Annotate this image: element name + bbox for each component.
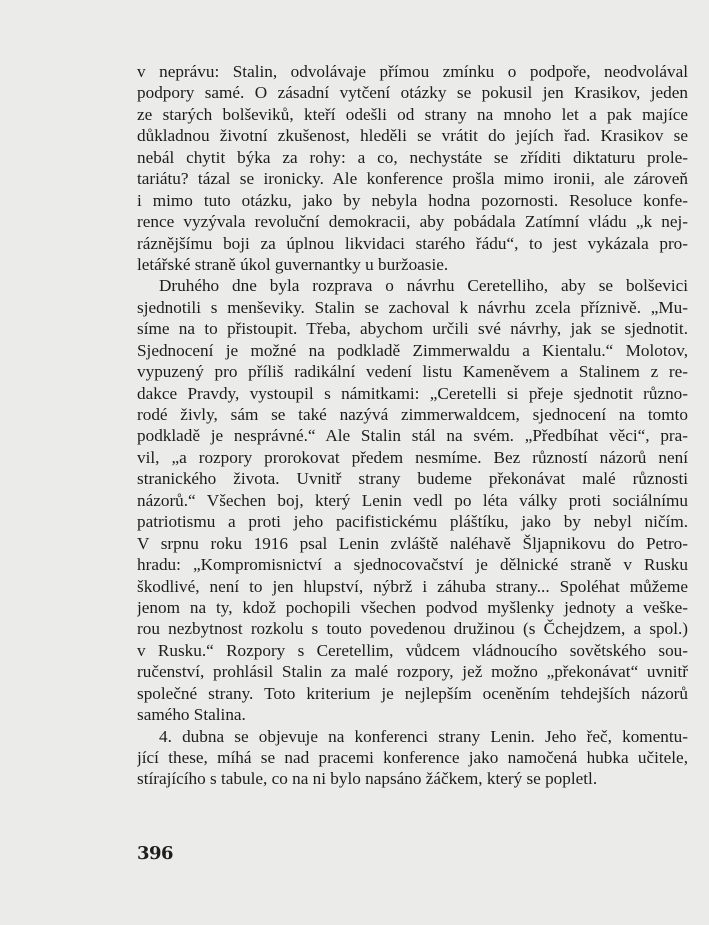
text-line: ručenství, prohlásil Stalin za malé rozpory, jež možno „překonávat“ uvnitř <box>137 662 688 682</box>
text-line: tariátu? tázal se ironicky. Ale konference prošla mimo ironii, ale zároveň <box>137 169 688 189</box>
text-line: ráznějšímu boji za úplnou likvidaci starého řádu“, to jest vykázala pro- <box>137 233 688 253</box>
text-line: patriotismu a proti jeho pacifistickému pláštíku, jako by nebyl ničím. <box>137 512 688 532</box>
text-line: jenom na ty, kdož pochopili všechen podvod myšlenky jednoty a veške- <box>137 597 688 617</box>
text-line: sjednotili s menševiky. Stalin se zachoval k návrhu zcela příznivě. „Mu- <box>137 297 688 317</box>
text-line: Sjednocení je možné na podkladě Zimmerwaldu a Kientalu.“ Molotov, <box>137 340 688 360</box>
page-number: 396 <box>137 843 174 864</box>
text-line: Druhého dne byla rozprava o návrhu Ceretelliho, aby se bolševici <box>159 276 688 296</box>
text-line: stranického života. Uvnitř strany budeme překonávat malé různosti <box>137 469 688 489</box>
text-line: názorů.“ Všechen boj, který Lenin vedl po léta války proti sociálnímu <box>137 490 688 510</box>
text-line: 4. dubna se objevuje na konferenci strany Lenin. Jeho řeč, komentu- <box>159 726 688 746</box>
text-line: V srpnu roku 1916 psal Lenin zvláště naléhavě Šljapnikovu do Petro- <box>137 533 688 553</box>
text-line: rence vyzývala revoluční demokracii, aby pobádala Zatímní vládu „k nej- <box>137 212 688 232</box>
text-line: podkladě je nesprávné.“ Ale Stalin stál na svém. „Předbíhat věci“, pra- <box>137 426 688 446</box>
text-line: jící these, míhá se nad pracemi konference jako namočená hubka učitele, <box>137 748 688 767</box>
text-line: škodlivé, není to jen hlupství, nýbrž i záhuba strany... Spoléhat můžeme <box>137 576 688 596</box>
text-line: rodé živly, sám se také nazývá zimmerwaldcem, sjednocení na tomto <box>137 405 688 424</box>
text-line: v Rusku.“ Rozpory s Ceretellim, vůdcem vládnoucího sovětského sou- <box>137 640 688 660</box>
text-line: letářské straně úkol guvernantky u buržoasie. <box>137 254 449 274</box>
text-line: samého Stalina. <box>137 705 246 725</box>
text-line: stírajícího s tabule, co na ni bylo napsáno žáčkem, který se popletl. <box>137 769 598 789</box>
body-text <box>137 61 688 790</box>
text-line: rou nezbytnost rozkolu s touto povedenou družinou (s Čchejdzem, a spol.) <box>137 619 688 639</box>
text-line: i mimo tuto otázku, jako by nebyla hodna pozornosti. Resoluce konfe- <box>137 190 688 210</box>
text-line: dakce Pravdy, vystoupil s námitkami: „Ceretelli si přeje sjednotit různo- <box>137 383 688 403</box>
text-line: vil, „a rozpory prorokovat předem nesmíme. Bez růzností názorů není <box>137 447 688 467</box>
text-line: nebál chytit býka za rohy: a co, nechystáte se zříditi diktaturu prole- <box>137 147 688 167</box>
text-line: síme na to přistoupit. Třeba, abychom určili své návrhy, jak se sjednotit. <box>137 319 688 339</box>
text-line: vypuzený pro příliš radikální vedení listu Kameněvem a Stalinem z re- <box>137 362 688 382</box>
text-line: důkladnou životní zkušenost, hleděli se vrátit do jejích řad. Krasikov se <box>137 126 688 146</box>
text-line: ze starých bolševiků, kteří odešli od strany na mnoho let a pak majíce <box>137 104 688 124</box>
text-line: společné strany. Toto kriterium je nejlepším oceněním tehdejších názorů <box>137 683 688 703</box>
text-line: hradu: „Kompromisnictví a sjednocovačství je dělnické straně v Rusku <box>137 555 688 575</box>
text-line: podpory samé. O zásadní vytčení otázky se pokusil jen Krasikov, jeden <box>137 83 688 103</box>
text-line: v neprávu: Stalin, odvolávaje přímou zmínku o podpoře, neodvolával <box>137 62 688 81</box>
